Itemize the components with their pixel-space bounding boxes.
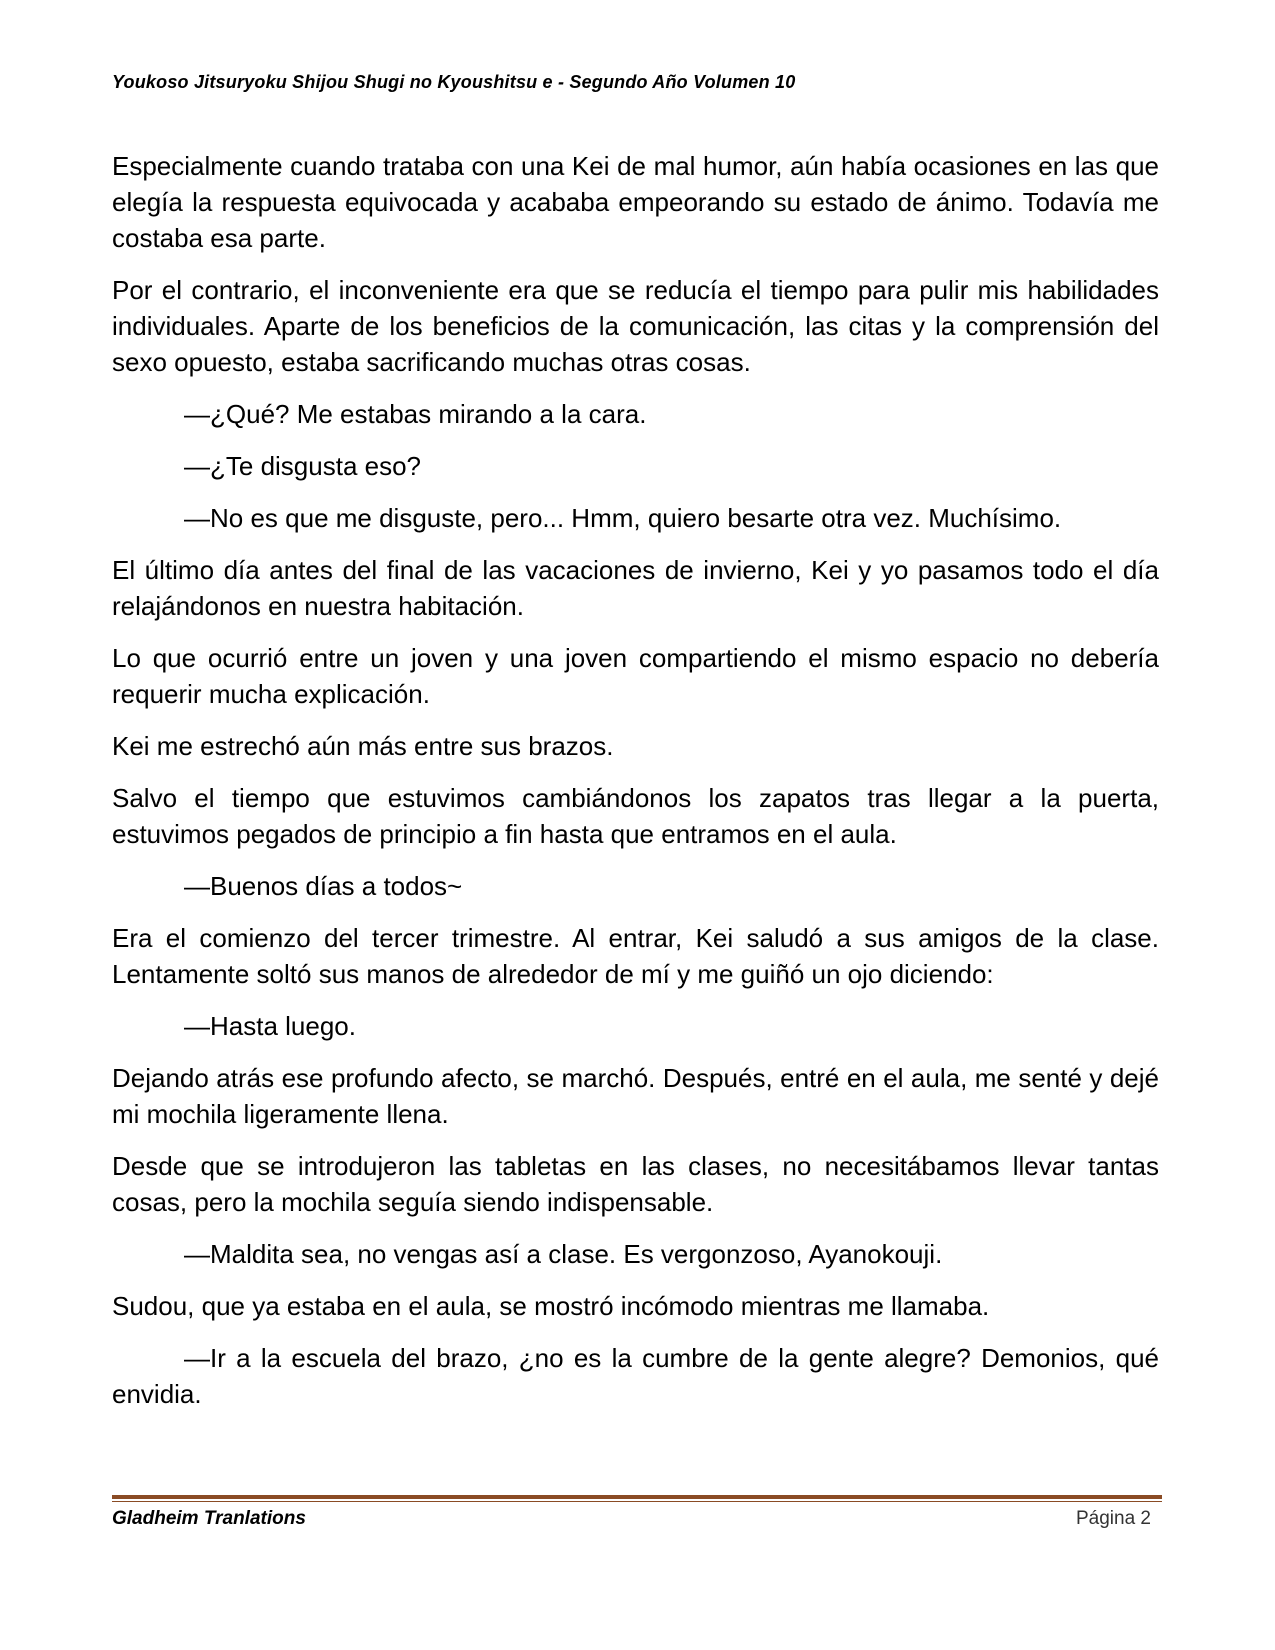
- paragraph: Era el comienzo del tercer trimestre. Al entrar, Kei saludó a sus amigos de la clase. Lentamente soltó sus manos de alrededor de mí y me guiñó un ojo diciendo:: [112, 923, 1159, 989]
- footer-translator-credit: Gladheim Tranlations: [112, 1508, 306, 1529]
- paragraph: Sudou, que ya estaba en el aula, se mostró incómodo mientras me llamaba.: [112, 1291, 990, 1321]
- footer-divider-thin: [112, 1501, 1162, 1502]
- body-text: [112, 148, 1159, 1428]
- footer-divider-thick: [112, 1495, 1162, 1499]
- paragraph: El último día antes del final de las vacaciones de invierno, Kei y yo pasamos todo el día relajándonos en nuestra habitación.: [112, 555, 1159, 621]
- dialogue-line: —Maldita sea, no vengas así a clase. Es vergonzoso, Ayanokouji.: [184, 1239, 943, 1269]
- dialogue-line: —¿Qué? Me estabas mirando a la cara.: [184, 399, 647, 429]
- footer-page-number: Página 2: [1075, 1508, 1151, 1529]
- paragraph: Desde que se introdujeron las tabletas en las clases, no necesitábamos llevar tantas cosas, pero la mochila seguía siendo indispensable.: [112, 1151, 1159, 1217]
- dialogue-line: —Buenos días a todos~: [184, 871, 463, 901]
- page-header-title: Youkoso Jitsuryoku Shijou Shugi no Kyoushitsu e - Segundo Año Volumen 10: [112, 72, 796, 92]
- paragraph: Especialmente cuando trataba con una Kei de mal humor, aún había ocasiones en las que elegía la respuesta equivocada y acababa empeorando su estado de ánimo. Todavía me costaba esa parte.: [112, 151, 1159, 253]
- dialogue-line: —¿Te disgusta eso?: [184, 451, 422, 481]
- paragraph: Lo que ocurrió entre un joven y una joven compartiendo el mismo espacio no debería requerir mucha explicación.: [112, 643, 1159, 709]
- paragraph: Por el contrario, el inconveniente era que se reducía el tiempo para pulir mis habilidades individuales. Aparte de los beneficios de la comunicación, las citas y la comprensión del sexo opuesto, estaba sacrificando muchas otras cosas.: [112, 275, 1159, 377]
- paragraph: Salvo el tiempo que estuvimos cambiándonos los zapatos tras llegar a la puerta, estuvimos pegados de principio a fin hasta que entramos en el aula.: [112, 783, 1159, 849]
- paragraph: Dejando atrás ese profundo afecto, se marchó. Después, entré en el aula, me senté y dejé mi mochila ligeramente llena.: [112, 1063, 1159, 1129]
- paragraph: Kei me estrechó aún más entre sus brazos.: [112, 731, 614, 761]
- dialogue-line: —Hasta luego.: [184, 1011, 356, 1041]
- footer-divider: [112, 1495, 1162, 1502]
- dialogue-line: —Ir a la escuela del brazo, ¿no es la cumbre de la gente alegre? Demonios, qué envidia.: [112, 1343, 1159, 1409]
- dialogue-line: —No es que me disguste, pero... Hmm, quiero besarte otra vez. Muchísimo.: [184, 503, 1062, 533]
